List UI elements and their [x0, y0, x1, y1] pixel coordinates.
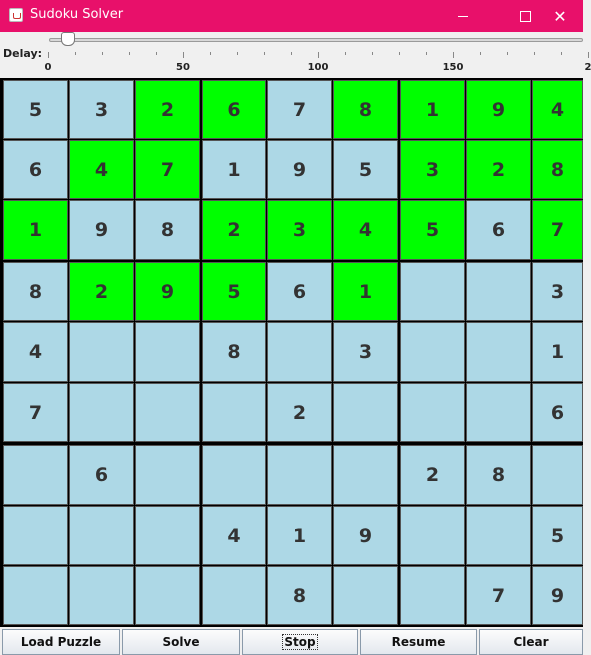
- sudoku-cell[interactable]: [466, 383, 531, 442]
- sudoku-cell[interactable]: 2: [400, 445, 465, 505]
- sudoku-cell[interactable]: 6: [466, 200, 531, 260]
- slider-tick: [75, 52, 76, 55]
- sudoku-cell[interactable]: 8: [202, 322, 266, 382]
- slider-tick: [453, 52, 454, 58]
- sudoku-cell[interactable]: 1: [267, 506, 332, 565]
- sudoku-cell[interactable]: [202, 566, 266, 625]
- sudoku-cell[interactable]: 2: [135, 80, 200, 139]
- sudoku-cell[interactable]: 6: [69, 445, 134, 505]
- sudoku-cell[interactable]: 8: [532, 140, 583, 199]
- minimize-icon[interactable]: [440, 0, 486, 32]
- sudoku-cell[interactable]: 8: [3, 262, 68, 321]
- sudoku-cell[interactable]: 1: [333, 262, 398, 321]
- sudoku-cell[interactable]: 4: [333, 200, 398, 260]
- delay-slider-panel: [0, 32, 591, 78]
- sudoku-cell[interactable]: [135, 383, 200, 442]
- sudoku-cell[interactable]: [3, 445, 68, 505]
- sudoku-cell[interactable]: [400, 566, 465, 625]
- slider-tick: [129, 52, 130, 55]
- sudoku-cell[interactable]: 9: [135, 262, 200, 321]
- slider-tick: [588, 52, 589, 58]
- sudoku-cell[interactable]: 5: [532, 506, 583, 565]
- slider-tick: [534, 52, 535, 55]
- sudoku-cell[interactable]: [69, 566, 134, 625]
- sudoku-cell[interactable]: 8: [267, 566, 332, 625]
- java-app-icon: [9, 8, 23, 22]
- sudoku-cell[interactable]: [135, 322, 200, 382]
- sudoku-cell[interactable]: [466, 322, 531, 382]
- slider-tick: [318, 52, 319, 58]
- sudoku-cell[interactable]: 5: [400, 200, 465, 260]
- sudoku-cell[interactable]: 1: [3, 200, 68, 260]
- sudoku-cell[interactable]: [135, 566, 200, 625]
- sudoku-cell[interactable]: [466, 506, 531, 565]
- slider-tick: [210, 52, 211, 55]
- sudoku-cell[interactable]: 7: [466, 566, 531, 625]
- sudoku-cell[interactable]: 3: [267, 200, 332, 260]
- sudoku-cell[interactable]: 2: [202, 200, 266, 260]
- sudoku-cell[interactable]: 4: [3, 322, 68, 382]
- sudoku-cell[interactable]: [532, 445, 583, 505]
- sudoku-cell[interactable]: 2: [69, 262, 134, 321]
- sudoku-cell[interactable]: 1: [532, 322, 583, 382]
- sudoku-cell[interactable]: 2: [267, 383, 332, 442]
- slider-tick-label: 2: [584, 62, 591, 73]
- sudoku-cell[interactable]: 7: [532, 200, 583, 260]
- sudoku-cell[interactable]: [333, 445, 398, 505]
- sudoku-cell[interactable]: [3, 506, 68, 565]
- sudoku-cell[interactable]: 7: [267, 80, 332, 139]
- sudoku-cell[interactable]: 7: [3, 383, 68, 442]
- sudoku-cell[interactable]: 7: [135, 140, 200, 199]
- sudoku-cell[interactable]: [69, 383, 134, 442]
- sudoku-cell[interactable]: [135, 445, 200, 505]
- stop-button[interactable]: Stop: [242, 629, 358, 655]
- sudoku-board: [0, 78, 583, 627]
- sudoku-cell[interactable]: 9: [267, 140, 332, 199]
- slider-tick: [480, 52, 481, 55]
- sudoku-cell[interactable]: 2: [466, 140, 531, 199]
- sudoku-cell[interactable]: [69, 322, 134, 382]
- slider-tick: [48, 52, 49, 58]
- sudoku-cell[interactable]: [135, 506, 200, 565]
- sudoku-cell[interactable]: 3: [69, 80, 134, 139]
- delay-label: Delay:: [3, 47, 43, 60]
- sudoku-cell[interactable]: 6: [532, 383, 583, 442]
- sudoku-cell[interactable]: [333, 566, 398, 625]
- sudoku-cell[interactable]: 5: [333, 140, 398, 199]
- clear-button[interactable]: Clear: [479, 629, 583, 655]
- sudoku-cell[interactable]: 1: [400, 80, 465, 139]
- title-bar: [0, 0, 583, 32]
- slider-tick: [264, 52, 265, 55]
- slider-tick: [507, 52, 508, 55]
- sudoku-cell[interactable]: 3: [532, 262, 583, 321]
- sudoku-cell[interactable]: 9: [333, 506, 398, 565]
- slider-tick: [237, 52, 238, 55]
- slider-tick: [345, 52, 346, 55]
- slider-tick-label: 150: [442, 62, 464, 73]
- solve-button[interactable]: Solve: [122, 629, 240, 655]
- sudoku-cell[interactable]: 6: [202, 80, 266, 139]
- slider-tick: [372, 52, 373, 55]
- slider-tick: [561, 52, 562, 55]
- sudoku-cell[interactable]: [267, 445, 332, 505]
- sudoku-cell[interactable]: [466, 262, 531, 321]
- sudoku-cell[interactable]: [333, 383, 398, 442]
- sudoku-cell[interactable]: 3: [333, 322, 398, 382]
- button-bar: [0, 627, 583, 655]
- sudoku-cell[interactable]: [69, 506, 134, 565]
- slider-tick-label: 0: [44, 62, 52, 73]
- sudoku-cell[interactable]: 8: [333, 80, 398, 139]
- slider-tick: [291, 52, 292, 55]
- sudoku-cell[interactable]: 8: [466, 445, 531, 505]
- sudoku-cell[interactable]: 9: [69, 200, 134, 260]
- sudoku-cell[interactable]: 8: [135, 200, 200, 260]
- sudoku-cell[interactable]: [202, 445, 266, 505]
- slider-tick: [102, 52, 103, 55]
- slider-tick-label: 50: [176, 62, 190, 73]
- load-puzzle-button[interactable]: Load Puzzle: [2, 629, 120, 655]
- slider-tick-label: 100: [307, 62, 329, 73]
- sudoku-cell[interactable]: 6: [3, 140, 68, 199]
- slider-tick: [426, 52, 427, 55]
- sudoku-cell[interactable]: [400, 262, 465, 321]
- slider-tick: [183, 52, 184, 58]
- sudoku-cell[interactable]: 5: [202, 262, 266, 321]
- sudoku-cell[interactable]: 4: [69, 140, 134, 199]
- sudoku-cell[interactable]: 3: [400, 140, 465, 199]
- sudoku-cell[interactable]: 4: [202, 506, 266, 565]
- sudoku-cell[interactable]: 9: [532, 566, 583, 625]
- sudoku-cell[interactable]: [400, 322, 465, 382]
- sudoku-cell[interactable]: [267, 322, 332, 382]
- sudoku-cell[interactable]: [400, 506, 465, 565]
- slider-tick: [399, 52, 400, 55]
- sudoku-cell[interactable]: 9: [466, 80, 531, 139]
- resume-button[interactable]: Resume: [360, 629, 477, 655]
- sudoku-cell[interactable]: 1: [202, 140, 266, 199]
- sudoku-cell[interactable]: 5: [3, 80, 68, 139]
- window-title: Sudoku Solver: [30, 7, 124, 22]
- sudoku-cell[interactable]: [400, 383, 465, 442]
- sudoku-cell[interactable]: [202, 383, 266, 442]
- sudoku-cell[interactable]: 4: [532, 80, 583, 139]
- slider-tick: [156, 52, 157, 55]
- delay-slider-thumb[interactable]: [61, 32, 75, 46]
- sudoku-cell[interactable]: 6: [267, 262, 332, 321]
- delay-slider-track[interactable]: [49, 38, 583, 42]
- close-icon[interactable]: ✕: [553, 6, 567, 26]
- sudoku-cell[interactable]: [3, 566, 68, 625]
